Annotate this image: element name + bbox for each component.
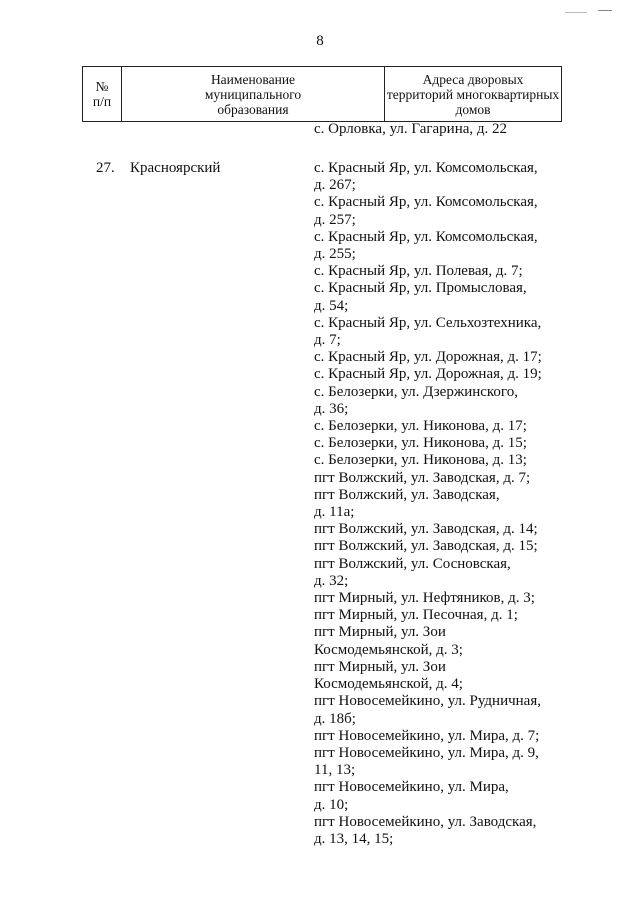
address-item: пгт Новосемейкино, ул. Мира, д. 9, 11, 13;: [314, 744, 539, 779]
address-item: с. Красный Яр, ул. Комсомольская, д. 257;: [314, 194, 538, 228]
address-item: с. Красный Яр, ул. Комсомольская, д. 267;: [314, 160, 538, 194]
address-item: с. Белозерки, ул. Никонова, д. 15;: [314, 435, 527, 452]
address-item: пгт Мирный, ул. Зои Космодемьянской, д. 3;: [314, 624, 463, 658]
municipality-name: Красноярский: [130, 160, 221, 176]
address-item: пгт Волжский, ул. Сосновская, д. 32;: [314, 555, 511, 589]
scan-artifact: [565, 12, 587, 13]
address-item: пгт Новосемейкино, ул. Мира, д. 7;: [314, 727, 540, 744]
address-item: с. Красный Яр, ул. Дорожная, д. 19;: [314, 366, 542, 383]
address-item: пгт Мирный, ул. Нефтяников, д. 3;: [314, 590, 535, 607]
address-item: с. Красный Яр, ул. Сельхозтехника, д. 7;: [314, 314, 542, 349]
address-item: пгт Волжский, ул. Заводская, д. 11а;: [314, 486, 500, 521]
address-item: пгт Мирный, ул. Зои Космодемьянской, д. 4;: [314, 658, 463, 693]
row-number: 27.: [96, 160, 115, 176]
address-item: с. Красный Яр, ул. Дорожная, д. 17;: [314, 349, 542, 366]
header-addresses: Адреса дворовых территорий многоквартирных домов: [385, 67, 562, 121]
header-num: № п/п: [82, 67, 122, 121]
continued-address: с. Орловка, ул. Гагарина, д. 22: [314, 121, 508, 137]
table-header: [82, 66, 562, 122]
address-item: с. Красный Яр, ул. Промысловая, д. 54;: [314, 280, 527, 314]
address-item: с. Красный Яр, ул. Комсомольская, д. 255;: [314, 228, 538, 263]
address-item: пгт Волжский, ул. Заводская, д. 7;: [314, 469, 531, 486]
address-item: с. Белозерки, ул. Никонова, д. 17;: [314, 418, 527, 435]
address-item: с. Красный Яр, ул. Полевая, д. 7;: [314, 263, 523, 280]
address-item: пгт Новосемейкино, ул. Рудничная, д. 18б;: [314, 693, 541, 727]
scan-artifact: [598, 10, 612, 11]
page-number: 8: [316, 33, 324, 49]
address-item: пгт Волжский, ул. Заводская, д. 14;: [314, 521, 538, 538]
header-municipality: Наименование муниципального образования: [122, 67, 385, 121]
address-item: пгт Волжский, ул. Заводская, д. 15;: [314, 538, 538, 555]
address-item: с. Белозерки, ул. Дзержинского, д. 36;: [314, 383, 518, 417]
address-item: пгт Новосемейкино, ул. Мира, д. 10;: [314, 779, 509, 813]
address-item: пгт Новосемейкино, ул. Заводская, д. 13, 14, 15;: [314, 813, 537, 847]
address-list: [314, 160, 564, 848]
address-item: с. Белозерки, ул. Никонова, д. 13;: [314, 452, 527, 469]
address-item: пгт Мирный, ул. Песочная, д. 1;: [314, 607, 518, 624]
